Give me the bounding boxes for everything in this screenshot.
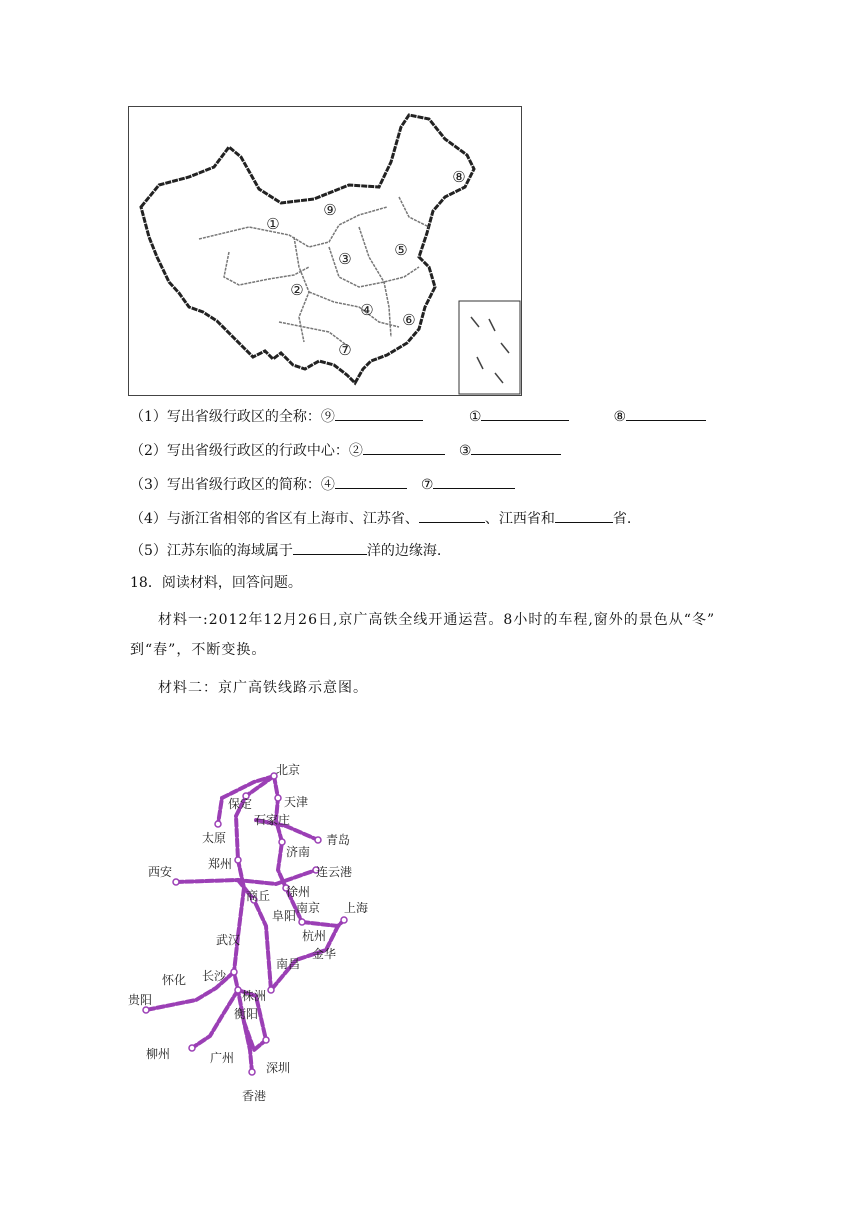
material-1-line-1: 材料一:2012年12月26日,京广高铁全线开通运营。8小时的车程,窗外的景色从“冬” [158,612,716,628]
city-label: 石家庄 [254,813,291,827]
city-label: 金华 [312,947,337,961]
city-label: 徐州 [286,885,311,899]
marker-8: ⑧ [452,168,466,186]
marker-6: ⑥ [402,311,416,329]
city-label: 太原 [202,831,227,845]
material-2: 材料二：京广高铁线路示意图。 [158,680,368,696]
question-4: （4）与浙江省相邻的省区有上海市、江苏省、 、江西省和 省. [130,508,631,529]
marker-7: ⑦ [338,341,352,359]
city-label: 贵阳 [128,993,153,1007]
answer-blank[interactable] [626,406,706,421]
answer-blank[interactable] [433,474,515,489]
city-label: 连云港 [316,865,353,879]
marker-3: ③ [338,250,352,268]
answer-blank[interactable] [293,540,367,555]
city-label: 长沙 [202,969,227,983]
answer-blank[interactable] [363,440,445,455]
marker-9: ⑨ [323,201,337,219]
south-sea-inset [459,301,520,394]
city-label: 深圳 [266,1061,291,1075]
answer-blank[interactable] [335,406,423,421]
city-label: 南昌 [276,957,301,971]
question-3: （3）写出省级行政区的简称：④ ⑦ [130,474,515,495]
marker-4: ④ [360,301,374,319]
city-label: 衡阳 [234,1007,259,1021]
marker-1: ① [266,215,280,233]
city-label: 阜阳 [272,909,297,923]
china-province-map [128,106,522,396]
city-label: 杭州 [302,929,327,943]
city-label: 上海 [344,901,369,915]
city-label: 保定 [228,797,253,811]
city-label: 广州 [210,1051,235,1065]
city-label: 青岛 [326,833,351,847]
marker-5: ⑤ [394,241,408,259]
city-label: 武汉 [216,933,241,947]
city-label: 株洲 [242,989,267,1003]
material-1-line-2: 到“春”，不断变换。 [130,642,267,658]
city-label: 西安 [148,865,173,879]
jingguang-rail-map [126,760,396,1115]
question-2: （2）写出省级行政区的行政中心：② ③ [130,440,561,461]
answer-blank[interactable] [481,406,569,421]
question-5: （5）江苏东临的海域属于 洋的边缘海. [130,540,441,561]
question-18-title: 18．阅读材料，回答问题。 [130,575,302,591]
city-label: 南京 [296,901,321,915]
city-label: 郑州 [208,857,233,871]
answer-blank[interactable] [555,508,613,523]
china-outline [141,115,474,383]
city-label: 怀化 [162,973,187,987]
city-label: 济南 [286,845,311,859]
city-label: 香港 [242,1089,267,1103]
answer-blank[interactable] [471,440,561,455]
answer-blank[interactable] [419,508,485,523]
city-label: 柳州 [146,1047,171,1061]
city-label: 商丘 [246,889,271,903]
city-label: 北京 [276,763,301,777]
question-1: （1）写出省级行政区的全称：⑨ ① ⑧ [130,406,706,427]
marker-2: ② [290,281,304,299]
answer-blank[interactable] [335,474,407,489]
city-label: 天津 [284,795,309,809]
